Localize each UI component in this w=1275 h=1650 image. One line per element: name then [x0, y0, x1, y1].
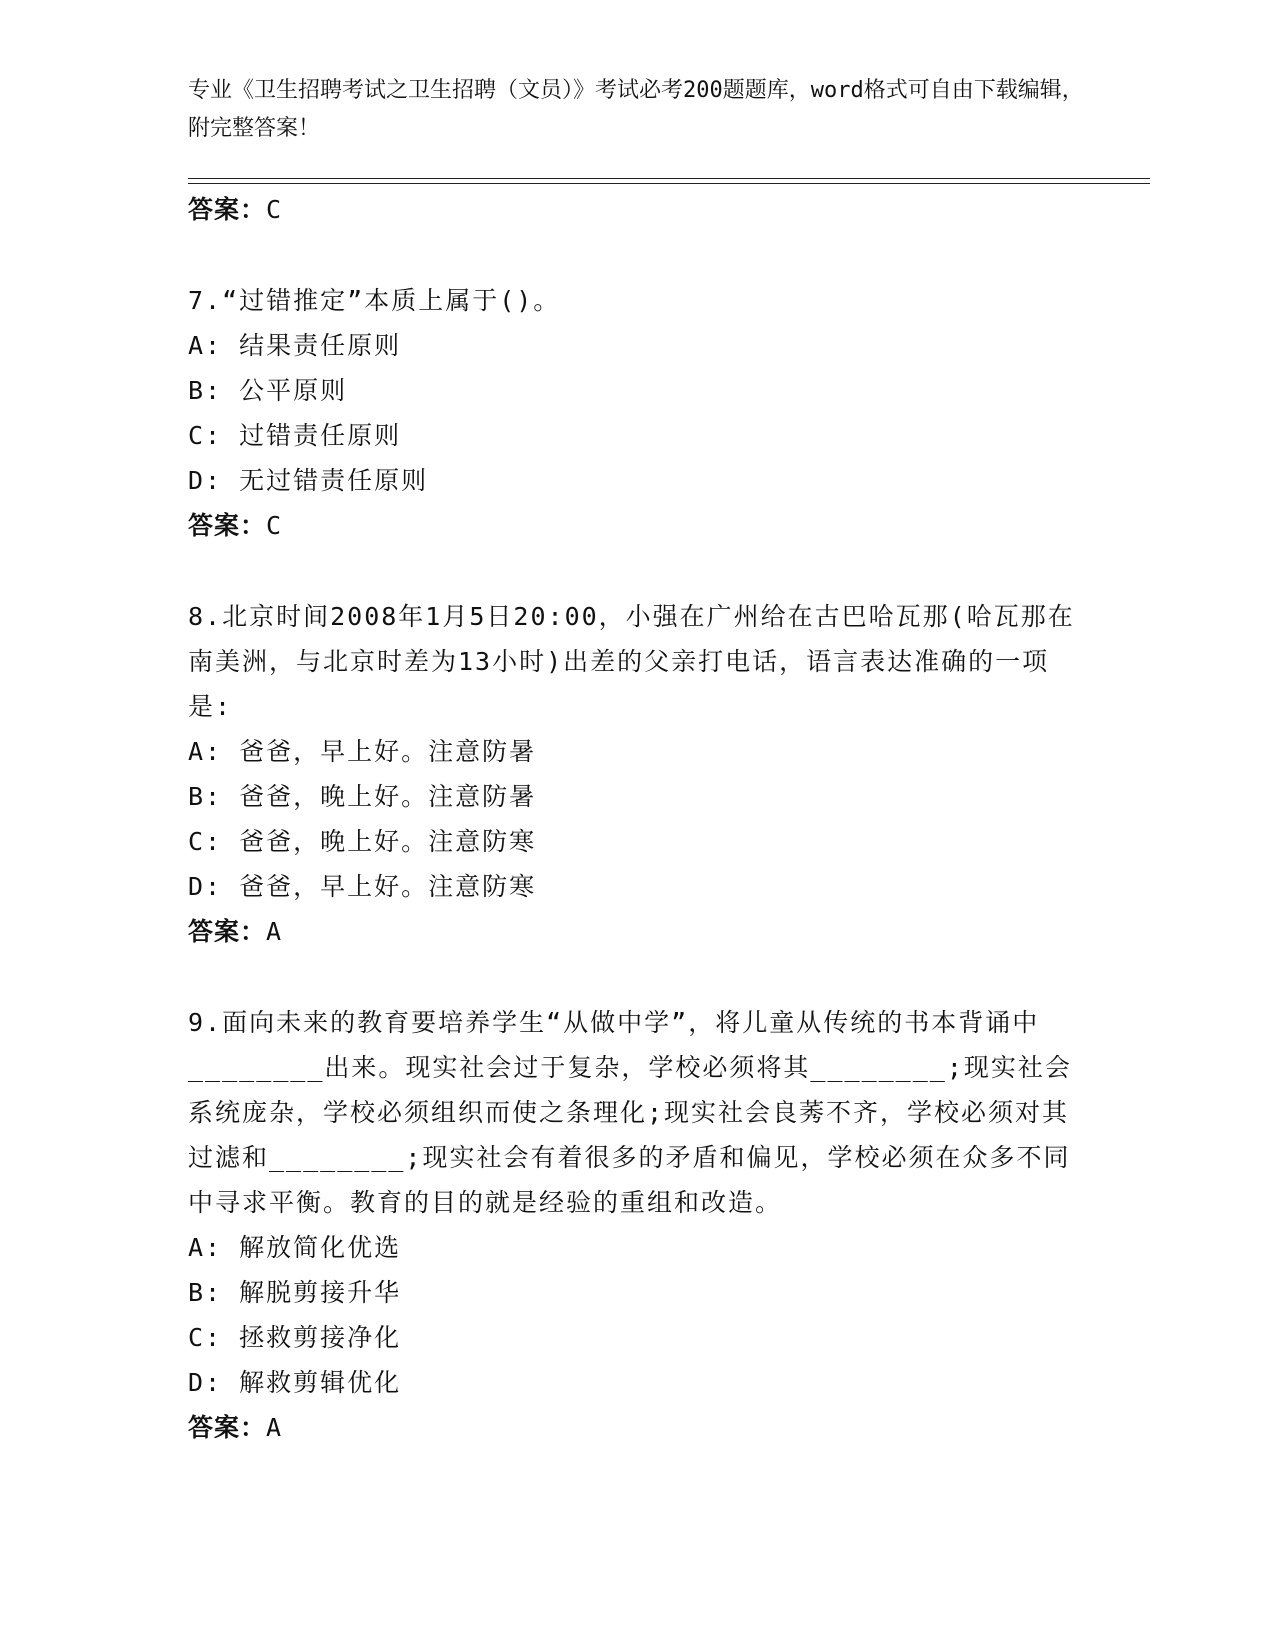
option-b: B: 公平原则: [188, 376, 348, 405]
answer-value: A: [266, 917, 283, 946]
answer-line: [188, 1405, 1088, 1451]
option-b: B: 解脱剪接升华: [188, 1278, 402, 1307]
answer-label: 答案：: [188, 195, 267, 224]
question-stem: 9.面向未来的教育要培养学生“从做中学”，将儿童从传统的书本背诵中________出来。现实社会过于复杂，学校必须将其________;现实社会系统庞杂，学校必须组织而使之条理化;现实社会良莠不齐，学校必须对其过滤和________;现实社会有着很多的矛盾和偏见，学校必须在众多不同中寻求平衡。教育的目的就是经验的重组和改造。: [188, 1008, 1072, 1217]
option-b: B: 爸爸，晚上好。注意防暑: [188, 782, 537, 811]
question-7: [188, 278, 1088, 549]
answer-label: 答案：: [188, 1413, 267, 1442]
option-d: D: 无过错责任原则: [188, 466, 429, 495]
answer-value: C: [266, 511, 283, 540]
answer-line: [188, 187, 1088, 233]
answer-line: [188, 909, 1088, 955]
option-a: A: 解放简化优选: [188, 1233, 402, 1262]
option-d: D: 爸爸，早上好。注意防寒: [188, 872, 537, 901]
question-stem: 8.北京时间2008年1月5日20:00，小强在广州给在古巴哈瓦那(哈瓦那在南美洲，与北京时差为13小时)出差的父亲打电话，语言表达准确的一项是:: [188, 602, 1075, 721]
question-stem: 7.“过错推定”本质上属于()。: [188, 286, 561, 315]
document-body: [188, 187, 1088, 1451]
option-c: C: 过错责任原则: [188, 421, 402, 450]
answer-label: 答案：: [188, 511, 267, 540]
answer-label: 答案：: [188, 917, 267, 946]
option-a: A: 结果责任原则: [188, 331, 402, 360]
option-c: C: 拯救剪接净化: [188, 1323, 402, 1352]
document-header: 专业《卫生招聘考试之卫生招聘（文员）》考试必考200题题库，word格式可自由下载编辑，附完整答案！: [188, 78, 1084, 141]
answer-line: [188, 503, 1088, 549]
answer-value: C: [266, 195, 283, 224]
header-rule-bottom: [188, 183, 1150, 184]
header-rule-top: [188, 178, 1150, 179]
option-d: D: 解救剪辑优化: [188, 1368, 402, 1397]
question-9: [188, 1000, 1088, 1451]
option-c: C: 爸爸，晚上好。注意防寒: [188, 827, 537, 856]
answer-value: A: [266, 1413, 283, 1442]
question-8: [188, 594, 1088, 955]
option-a: A: 爸爸，早上好。注意防暑: [188, 737, 537, 766]
